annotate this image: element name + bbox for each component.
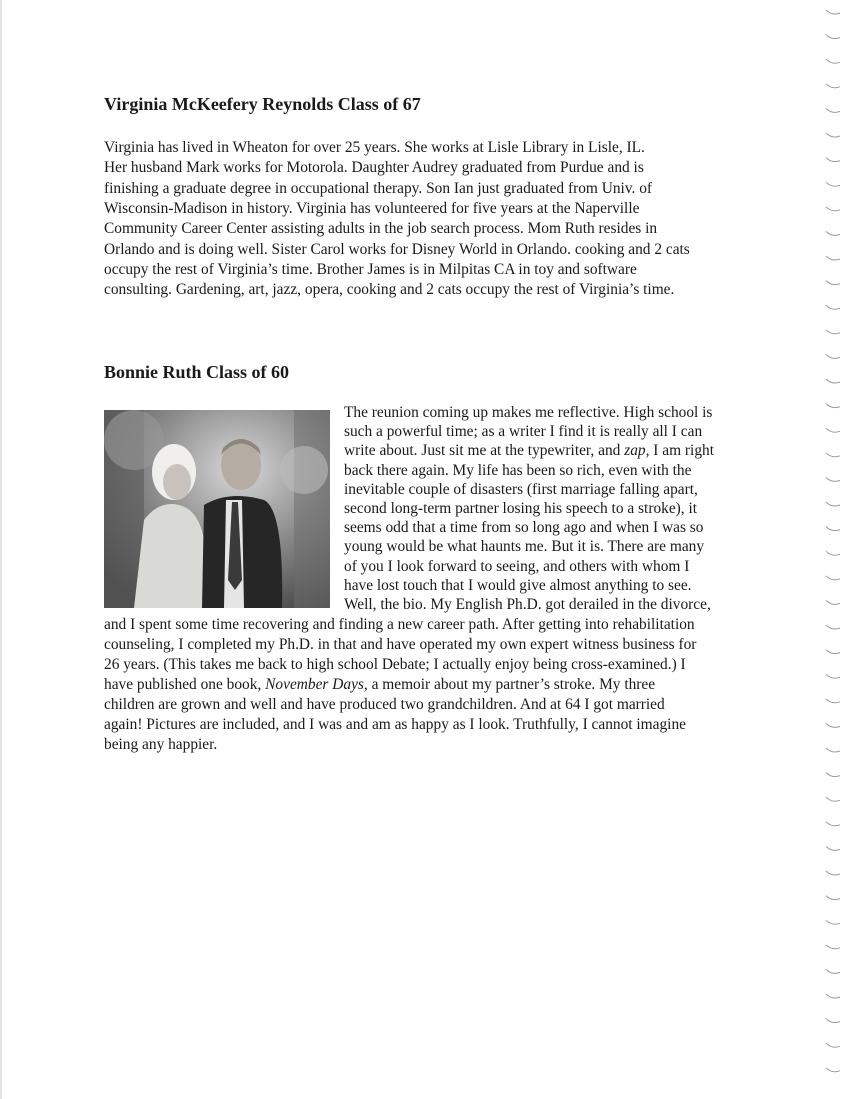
text-segment: consulting. Gardening, art, jazz, opera, cooking and 2 cats occupy the rest of Virginia’s time. [104, 281, 675, 299]
binding-hole-mark [826, 158, 840, 162]
text-segment: finishing a graduate degree in occupational therapy. Son Ian just graduated from Univ. of [104, 179, 653, 197]
text-line [104, 736, 217, 754]
text-segment: and I spent some time recovering and finding a new career path. After getting into rehabilitation [104, 616, 695, 633]
text-segment: counseling, I completed my Ph.D. in that and have operated my own expert witness business for [104, 636, 697, 653]
text-segment: occupy the rest of Virginia’s time. Brother James is in Milpitas CA in toy and software [104, 260, 637, 278]
text-line [104, 220, 657, 238]
text-segment: Her husband Mark works for Motorola. Daughter Audrey graduated from Purdue and is [104, 159, 644, 177]
text-line [104, 159, 644, 177]
binding-hole-mark [826, 748, 840, 752]
binding-hole-mark [826, 404, 840, 408]
binding-hole-mark [826, 281, 840, 285]
text-segment: write about. Just sit me at the typewriter, and [344, 442, 625, 460]
text-line [344, 462, 691, 480]
binding-hole-mark [826, 822, 840, 826]
text-segment: Well, the bio. My English Ph.D. got derailed in the divorce, [344, 596, 711, 613]
binding-hole-mark [826, 994, 840, 998]
binding-hole-mark [826, 330, 840, 334]
scan-edge [0, 0, 2, 1099]
binding-hole-mark [826, 108, 840, 112]
binding-hole-mark [826, 354, 840, 358]
text-line [104, 200, 639, 218]
binding-hole-mark [826, 477, 840, 481]
binding-hole-mark [826, 453, 840, 457]
text-segment: Wisconsin-Madison in history. Virginia has volunteered for five years at the Naperville [104, 199, 640, 217]
binding-hole-mark [826, 502, 840, 506]
binding-hole-mark [826, 797, 840, 801]
binding-hole-mark [826, 1043, 840, 1047]
text-segment: such a powerful time; as a writer I find it is really all I can [344, 423, 703, 441]
binding-hole-mark [826, 773, 840, 777]
text-line [344, 442, 714, 460]
section-heading-bonnie: Bonnie Ruth Class of 60 [104, 362, 290, 382]
binding-hole-mark [826, 1019, 840, 1023]
text-line [104, 139, 645, 157]
binding-hole-mark [826, 920, 840, 924]
text-line [344, 519, 703, 537]
binding-hole-mark [826, 576, 840, 580]
text-line [344, 596, 711, 614]
text-segment: Community Career Center assisting adults in the job search process. Mom Ruth resides in [104, 220, 658, 238]
text-segment: of you I look forward to seeing, and others with whom I [344, 557, 690, 575]
binding-hole-mark [826, 650, 840, 654]
text-line [344, 423, 702, 441]
binding-hole-mark [826, 182, 840, 186]
binding-hole-mark [826, 379, 840, 383]
binding-hole-mark [826, 674, 840, 678]
binding-hole-mark [826, 551, 840, 555]
text-segment: , a memoir about my partner’s stroke. My three [363, 676, 656, 693]
binding-hole-mark [826, 231, 840, 235]
binding-hole-mark [826, 1068, 840, 1072]
text-line [344, 481, 698, 499]
text-segment: Orlando and is doing well. Sister Carol works for Disney World in Orlando. cooking and 2 cats [104, 240, 690, 258]
binding-hole-mark [826, 10, 840, 14]
text-segment: inevitable couple of disasters (first marriage falling apart, [344, 480, 698, 498]
text-line [104, 656, 686, 674]
binding-hole-mark [826, 256, 840, 260]
binding-hole-mark [826, 625, 840, 629]
italic-title: zap [624, 442, 646, 460]
text-line [104, 261, 637, 279]
binding-hole-mark [826, 428, 840, 432]
text-line [104, 616, 695, 634]
text-segment: Virginia has lived in Wheaton for over 25 years. She works at Lisle Library in Lisle, IL. [104, 139, 645, 156]
binding-hole-mark [826, 723, 840, 727]
text-segment: have lost touch that I would give almost anything to see. [344, 576, 692, 594]
binding-hole-mark [826, 133, 840, 137]
text-line [344, 558, 689, 576]
text-segment: children are grown and well and have produced two grandchildren. And at 64 I got married [104, 696, 665, 713]
text-segment: seems odd that a time from so long ago and when I was so [344, 519, 704, 537]
text-line [104, 180, 652, 198]
binding-hole-mark [826, 84, 840, 88]
binding-hole-mark [826, 527, 840, 531]
binding-holes [818, 0, 850, 1099]
text-segment: , I am right [645, 442, 714, 460]
text-line [104, 241, 690, 259]
binding-hole-mark [826, 699, 840, 703]
text-segment: being any happier. [104, 736, 218, 753]
binding-hole-mark [826, 207, 840, 211]
binding-hole-mark [826, 846, 840, 850]
binding-hole-mark [826, 59, 840, 63]
binding-hole-mark [826, 35, 840, 39]
text-line [344, 538, 704, 556]
italic-title: November Days [265, 676, 364, 693]
text-line [104, 281, 674, 299]
text-segment: 26 years. (This takes me back to high school Debate; I actually enjoy being cross-examined.) I [104, 656, 686, 673]
binding-hole-mark [826, 600, 840, 604]
text-line [344, 404, 712, 422]
text-line [104, 636, 696, 654]
text-segment: The reunion coming up makes me reflective. High school is [344, 404, 713, 421]
text-segment: again! Pictures are included, and I was and am as happy as I look. Truthfully, I cannot imagine [104, 716, 686, 733]
binding-hole-mark [826, 305, 840, 309]
text-line [344, 500, 697, 518]
text-segment: young would be what haunts me. But it is. There are many [344, 538, 705, 556]
text-segment: back there again. My life has been so rich, even with the [344, 461, 692, 479]
section-heading-virginia: Virginia McKeefery Reynolds Class of 67 [104, 94, 421, 114]
binding-hole-mark [826, 969, 840, 973]
text-segment: second long-term partner losing his speech to a stroke), it [344, 500, 698, 517]
text-line [104, 716, 686, 734]
text-line [104, 696, 665, 714]
binding-hole-mark [826, 896, 840, 900]
text-line [104, 676, 655, 694]
text-segment: have published one book, [104, 676, 266, 693]
binding-hole-mark [826, 871, 840, 875]
couple-photo [104, 410, 330, 608]
binding-hole-mark [826, 945, 840, 949]
text-line [344, 577, 692, 595]
